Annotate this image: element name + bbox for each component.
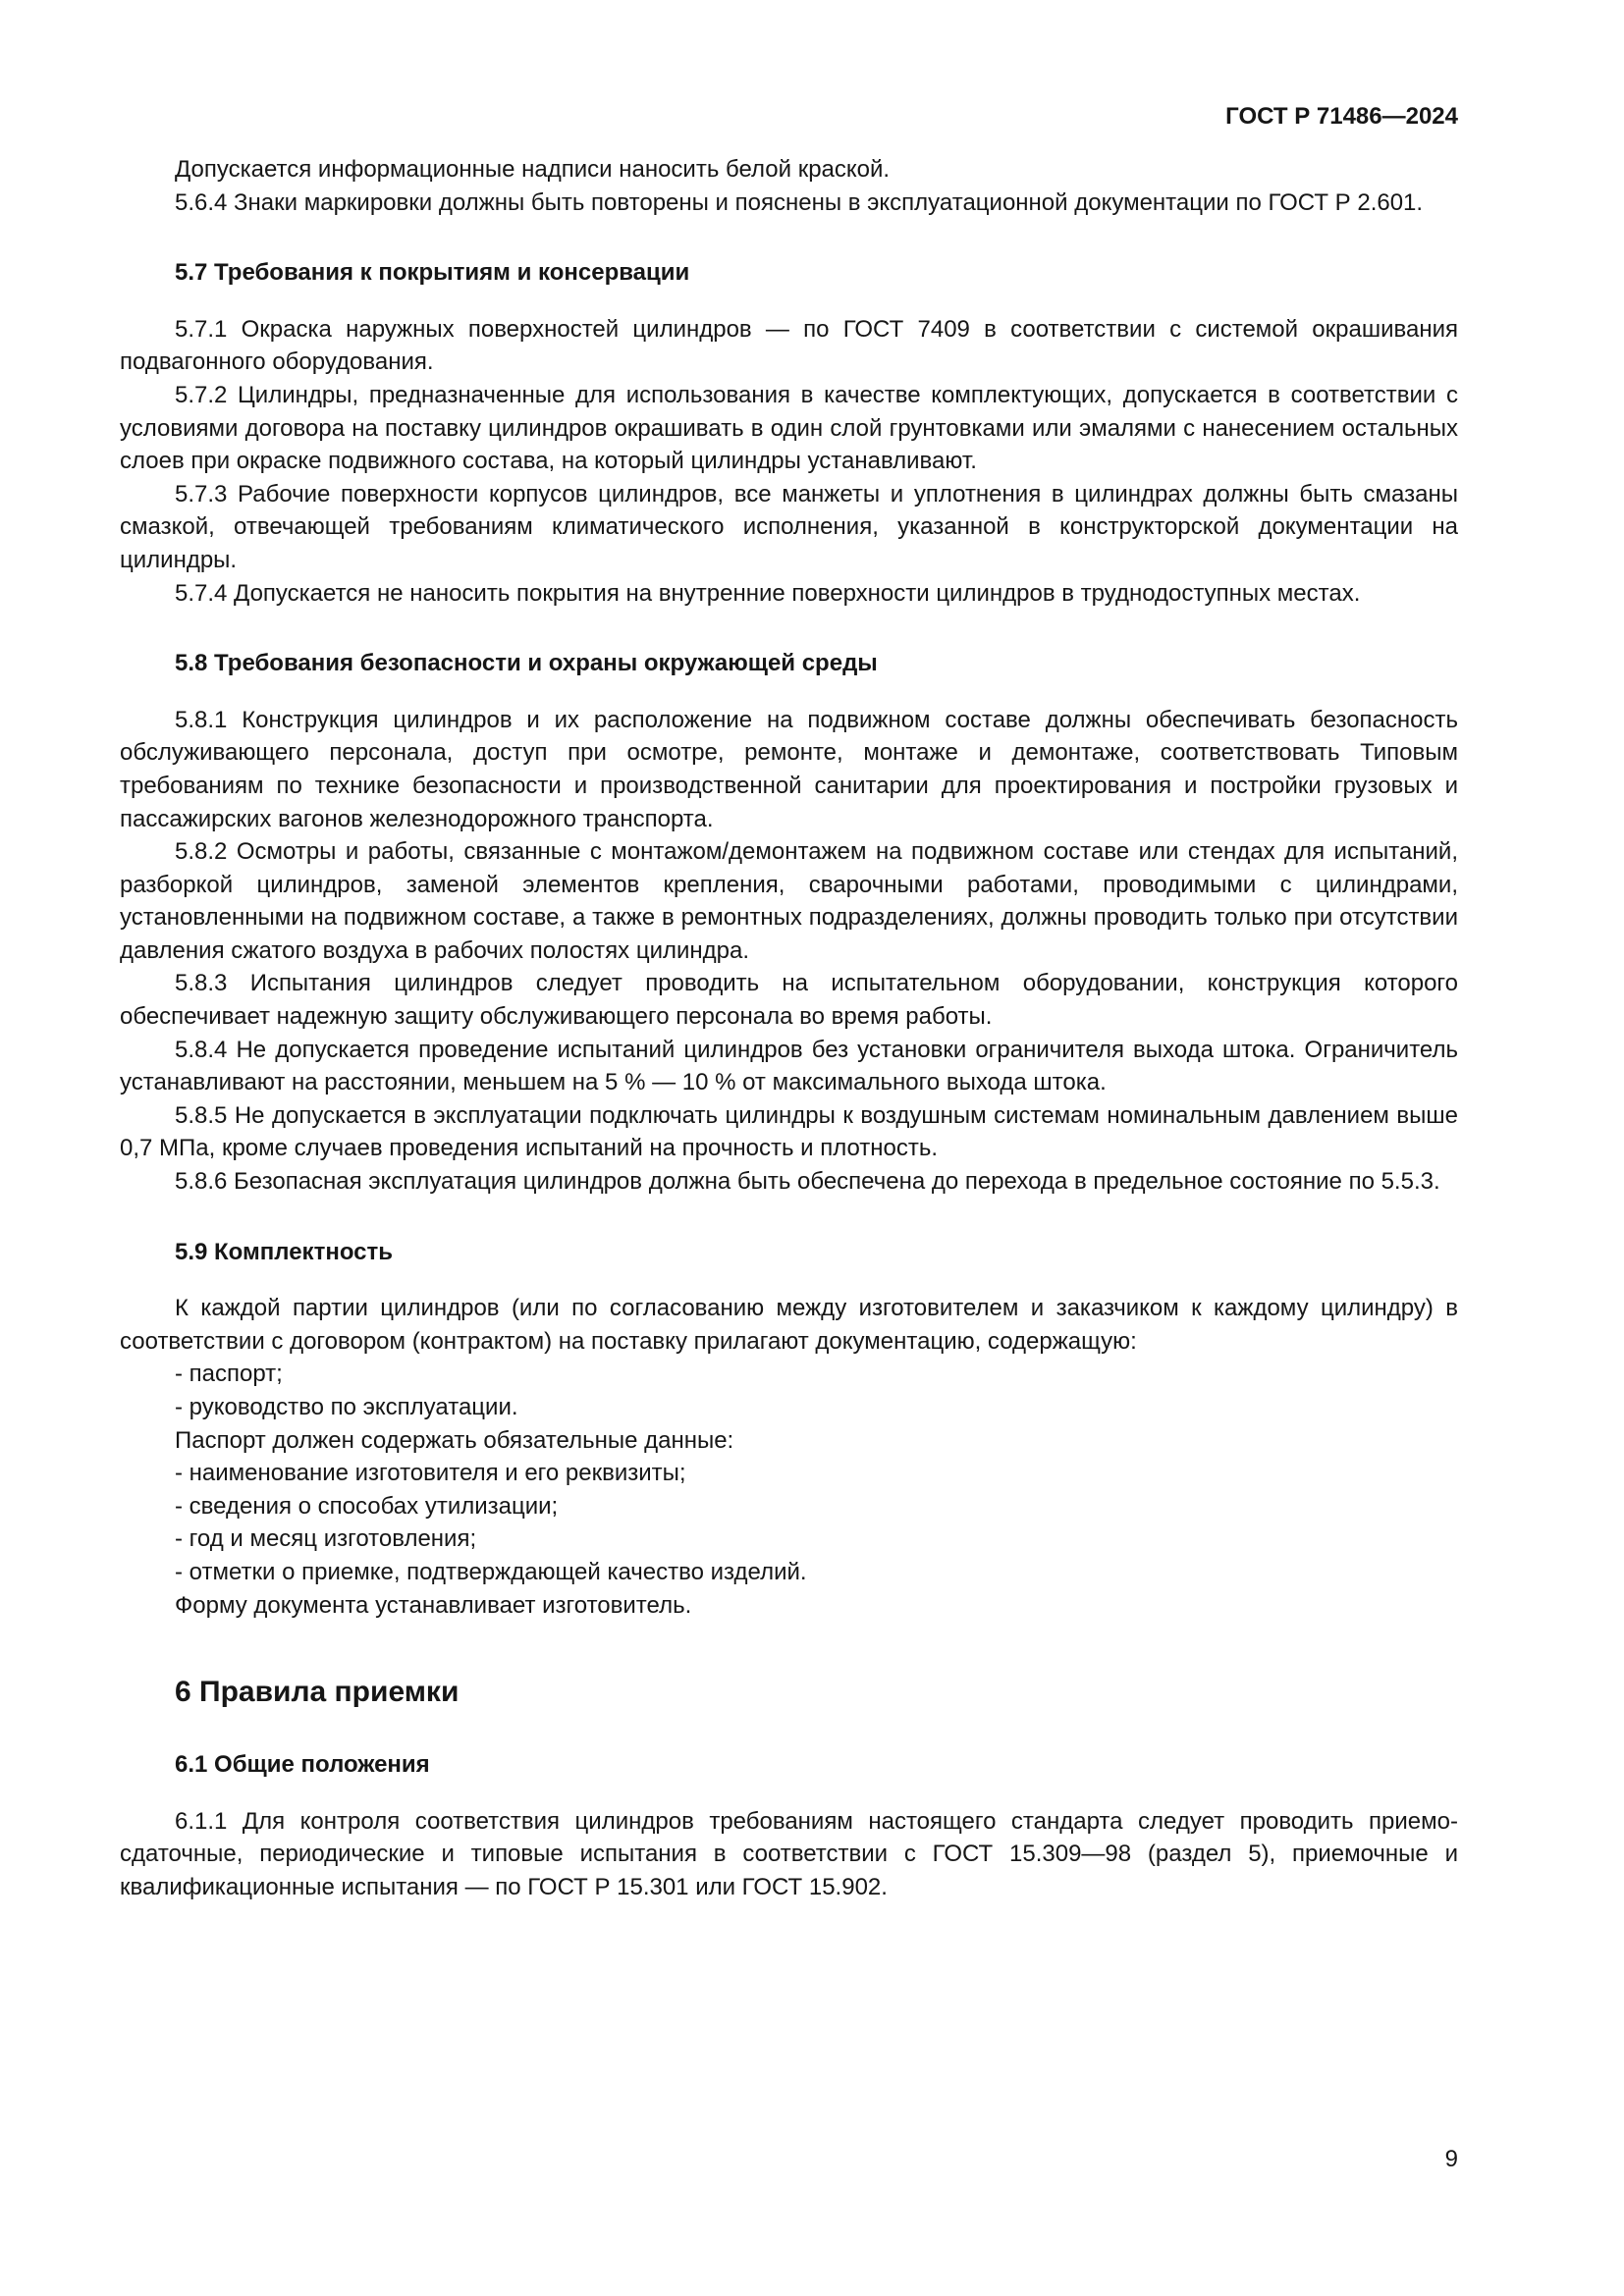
- paragraph: 5.7.3 Рабочие поверхности корпусов цилиндров, все манжеты и уплотнения в цилиндрах должны быть смазаны смазкой, отвечающей требованиям климатического исполнения, указанной в конструкторской документации на цилиндры.: [120, 480, 1458, 573]
- section-heading: 6.1 Общие положения: [175, 1751, 430, 1779]
- paragraph: 5.7.1 Окраска наружных поверхностей цилиндров — по ГОСТ 7409 в соответствии с системой окрашивания подвагонного оборудования.: [120, 315, 1458, 376]
- list-item: - руководство по эксплуатации.: [175, 1394, 518, 1420]
- paragraph: Допускается информационные надписи наносить белой краской.: [175, 156, 891, 183]
- paragraph: Паспорт должен содержать обязательные данные:: [175, 1426, 734, 1454]
- list-item: - паспорт;: [175, 1361, 283, 1388]
- section-heading: 5.9 Комплектность: [175, 1238, 394, 1265]
- paragraph: 5.6.4 Знаки маркировки должны быть повторены и пояснены в эксплуатационной документации по ГОСТ Р 2.601.: [175, 188, 1424, 216]
- paragraph: 5.8.6 Безопасная эксплуатация цилиндров должна быть обеспечена до перехода в предельное состояние по 5.5.3.: [175, 1168, 1440, 1196]
- list-item: - отметки о приемке, подтверждающей качество изделий.: [175, 1558, 807, 1585]
- chapter-heading: 6 Правила приемки: [175, 1676, 460, 1709]
- section-heading: 5.8 Требования безопасности и охраны окружающей среды: [175, 650, 878, 677]
- section-heading: 5.7 Требования к покрытиям и консервации: [175, 259, 690, 287]
- paragraph: 5.7.4 Допускается не наносить покрытия на внутренние поверхности цилиндров в труднодоступных местах.: [175, 579, 1361, 607]
- paragraph: 5.8.2 Осмотры и работы, связанные с монтажом/демонтажем на подвижном составе или стендах для испытаний, разборкой цилиндров, заменой элементов крепления, сварочными работами, проводимыми с цилиндрами, установленными на подвижном составе, а также в ремонтных подразделениях, должны проводить только при отсутствии давления сжатого воздуха в рабочих полостях цилиндра.: [120, 838, 1458, 964]
- paragraph: 5.8.5 Не допускается в эксплуатации подключать цилиндры к воздушным системам номинальным давлением выше 0,7 МПа, кроме случаев проведения испытаний на прочность и плотность.: [120, 1101, 1458, 1162]
- document-header: ГОСТ Р 71486—2024: [1225, 103, 1458, 130]
- paragraph: 6.1.1 Для контроля соответствия цилиндров требованиям настоящего стандарта следует проводить приемо-сдаточные, периодические и типовые испытания в соответствии с ГОСТ 15.309—98 (раздел 5), приемочные и квалификационные испытания — по ГОСТ Р 15.301 или ГОСТ 15.902.: [120, 1807, 1458, 1900]
- paragraph: 5.8.1 Конструкция цилиндров и их расположение на подвижном составе должны обеспечивать безопасность обслуживающего персонала, доступ при осмотре, ремонте, монтаже и демонтаже, соответствовать Типовым требованиям по технике безопасности и производственной санитарии для проектирования и постройки грузовых и пассажирских вагонов железнодорожного транспорта.: [120, 706, 1458, 832]
- paragraph: К каждой партии цилиндров (или по согласованию между изготовителем и заказчиком к каждому цилиндру) в соответствии с договором (контрактом) на поставку прилагают документацию, содержащую:: [120, 1295, 1458, 1355]
- paragraph: 5.8.3 Испытания цилиндров следует проводить на испытательном оборудовании, конструкция которого обеспечивает надежную защиту обслуживающего персонала во время работы.: [120, 970, 1458, 1031]
- document-body: [120, 153, 1458, 1904]
- paragraph: 5.8.4 Не допускается проведение испытаний цилиндров без установки ограничителя выхода штока. Ограничитель устанавливают на расстоянии, меньшем на 5 % — 10 % от максимального выхода штока.: [120, 1036, 1458, 1096]
- list-item: - наименование изготовителя и его реквизиты;: [175, 1460, 686, 1487]
- page-number: 9: [1444, 2146, 1458, 2172]
- paragraph: Форму документа устанавливает изготовитель.: [175, 1591, 692, 1619]
- list-item: - год и месяц изготовления;: [175, 1525, 477, 1553]
- list-item: - сведения о способах утилизации;: [175, 1492, 559, 1520]
- paragraph: 5.7.2 Цилиндры, предназначенные для использования в качестве комплектующих, допускается в соответствии с условиями договора на поставку цилиндров окрашивать в один слой грунтовками или эмалями с нанесением остальных слоев при окраске подвижного состава, на который цилиндры устанавливают.: [120, 381, 1458, 475]
